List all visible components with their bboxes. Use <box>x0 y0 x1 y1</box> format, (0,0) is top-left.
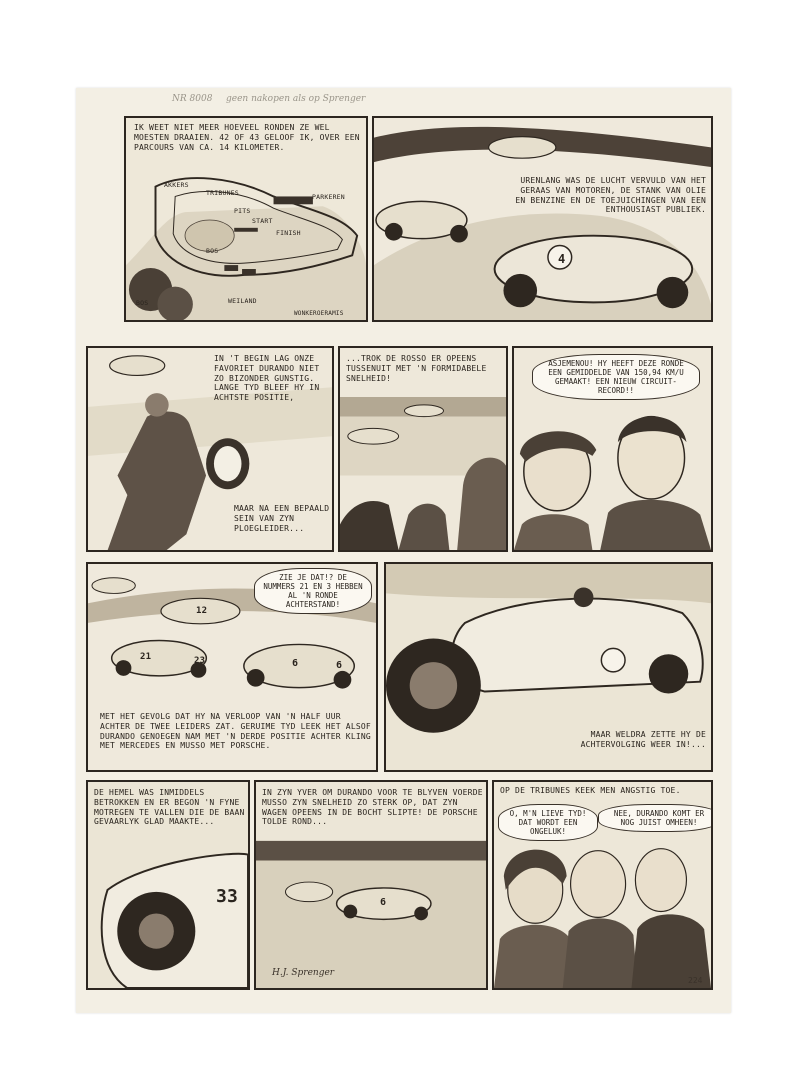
caption-drizzle: DE HEMEL WAS INMIDDELS BETROKKEN EN ER BEGON 'N FYNE MOTREGEN TE VALLEN DIE DE BAAN GEVAARLYK GLAD MAAKTE... <box>94 788 245 827</box>
caption-porsche-spin: IN ZYN YVER OM DURANDO VOOR TE BLYVEN VOERDE MUSSO ZYN SNELHEID ZO STERK OP, DAT ZYN WAGEN OPEENS IN DE BOCHT SLIPTE! DE PORSCHE TOLDE ROND... <box>262 788 483 827</box>
pencil-note-right: geen nakopen als op Sprenger <box>226 94 366 104</box>
artist-signature: H.J. Sprenger <box>272 968 335 978</box>
map-label-akkers: AKKERS <box>164 181 189 189</box>
pencil-note-left: NR 8008 <box>172 94 213 104</box>
panel-pursuit-resumed <box>384 562 713 772</box>
car-number-21: 21 <box>140 652 152 662</box>
caption-pursuit: MAAR WELDRA ZETTE HY DE ACHTERVOLGING WEER IN!... <box>580 730 706 749</box>
caption-team-signal: MAAR NA EEN BEPAALD SEIN VAN ZYN PLOEGLEIDER... <box>234 504 330 533</box>
caption-hours-of-noise: URENLANG WAS DE LUCHT VERVULD VAN HET GERAAS VAN MOTOREN, DE STANK VAN OLIE EN BENZINE EN DE TOEJUICHINGEN VAN EEN ENTHOUSIAST PUBLIEK. <box>515 176 706 215</box>
racing-cars-illustration <box>374 118 711 320</box>
panel-lap-behind <box>86 562 378 772</box>
map-label-bos-outer: BOS <box>136 299 149 307</box>
map-label-wonkeroeramis: WONKEROERAMIS <box>294 310 344 317</box>
speech-bubble-lap-behind: ZIE JE DAT!? DE NUMMERS 21 EN 3 HEBBEN AL 'N RONDE ACHTERSTAND! <box>254 568 372 614</box>
car-number-4: 4 <box>558 252 566 266</box>
panel-signal-flag <box>86 346 334 552</box>
car-number-6-front: 6 <box>336 660 343 671</box>
panel-lap-record <box>512 346 713 552</box>
speech-bubble-lap-record: ASJEMENOU! HY HEEFT DEZE RONDE EEN GEMIDDELDE VAN 150,94 KM/U GEMAAKT! EEN NIEUW CIRCUIT-RECORD!! <box>532 354 700 400</box>
panel-circuit-map <box>124 116 368 322</box>
panel-drizzle <box>86 780 250 990</box>
caption-tribunes: OP DE TRIBUNES KEEK MEN ANGSTIG TOE. <box>500 786 681 795</box>
panel-porsche-spin <box>254 780 488 990</box>
panel-racing-cars <box>372 116 713 322</box>
map-label-finish: FINISH <box>276 229 301 237</box>
caption-third-position: MET HET GEVOLG DAT HY NA VERLOOP VAN 'N HALF UUR ACHTER DE TWEE LEIDERS ZAT. GERUIME TYD LEEK HET ALSOF DURANDO GENOEGEN NAM MET 'N DERDE POSITIE ACHTER KLING MET MERCEDES EN MUSSO MET PORSCHE. <box>100 712 371 751</box>
car-number-6-spin: 6 <box>380 897 387 908</box>
caption-circuit-length: IK WEET NIET MEER HOEVEEL RONDEN ZE WEL MOESTEN DRAAIEN. 42 OF 43 GELOOF IK, OVER EEN PARCOURS VAN CA. 14 KILOMETER. <box>134 123 360 152</box>
map-label-start: START <box>252 217 273 225</box>
map-label-bos-inner: BOS <box>206 247 219 255</box>
car-number-23: 23 <box>194 656 206 666</box>
car-number-6-side: 6 <box>292 658 299 669</box>
speech-bubble-durando-passes: NEE, DURANDO KOMT ER NOG JUIST OMHEEN! <box>598 804 713 832</box>
speech-bubble-accident-fear: O, M'N LIEVE TYD! DAT WORDT EEN ONGELUK! <box>498 804 598 841</box>
map-label-tribunes: TRIBUNES <box>206 189 239 197</box>
comic-page <box>76 88 731 1013</box>
map-label-pits: PITS <box>234 207 251 215</box>
panel-spectators-anxious <box>492 780 713 990</box>
car-number-12: 12 <box>196 606 208 616</box>
map-label-parkeren: PARKEREN <box>312 193 345 201</box>
car-number-33: 33 <box>216 886 239 907</box>
caption-de-rosso-speed: ...TROK DE ROSSO ER OPEENS TUSSENUIT MET 'N FORMIDABELE SNELHEID! <box>346 354 487 383</box>
map-label-weiland: WEILAND <box>228 297 257 305</box>
caption-durando-eighth: IN 'T BEGIN LAG ONZE FAVORIET DURANDO NIET ZO BIZONDER GUNSTIG. LANGE TYD BLEEF HY IN ACHTSTE POSITIE, <box>214 354 320 402</box>
panel-de-rosso-breakaway <box>338 346 508 552</box>
page-number: 224 <box>688 976 703 985</box>
